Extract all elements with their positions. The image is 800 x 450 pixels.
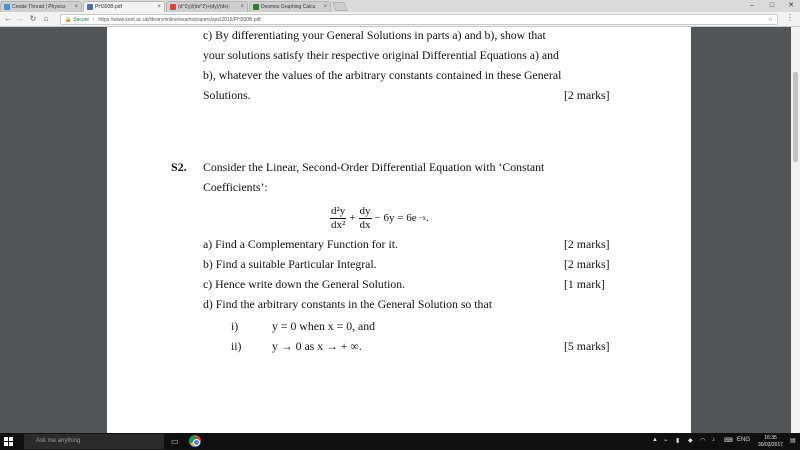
part-c-line-3: b), whatever the values of the arbitrary constants contained in these General (203, 68, 562, 82)
marks-label: [5 marks] (564, 339, 610, 353)
tab-create-thread[interactable] (0, 1, 82, 12)
dropbox-icon[interactable]: ◆ (688, 438, 693, 444)
differential-equation: $\frac{\text{d²y}}{\text{dx²}}$ + $\frac{dy}{dx}$ − 6y = 6e −x . (331, 204, 429, 231)
reload-icon[interactable]: ↻ (29, 14, 37, 23)
subpart-ii-text: y → 0 as x → + ∞. (272, 339, 362, 353)
part-c-line-1: c) By differentiating your General Solutions in parts a) and b), show that (203, 28, 546, 42)
clock[interactable] (758, 435, 783, 448)
subpart-i-text: y = 0 when x = 0, and (272, 319, 376, 333)
marks-label: [2 marks] (564, 237, 610, 251)
equation-exponent: −x (418, 214, 427, 222)
part-c-line-4: Solutions. (203, 88, 251, 102)
tab-pdf[interactable] (83, 1, 165, 12)
clock-date: 30/03/2017 (758, 441, 784, 448)
taskbar-search-placeholder: Ask me anything (36, 438, 81, 444)
taskbar-search-input[interactable] (24, 434, 164, 449)
close-window-icon[interactable]: ✕ (788, 2, 794, 9)
pdf-favicon-icon (87, 4, 93, 10)
tab-desmos[interactable] (249, 1, 331, 12)
frac2-denominator: dx (359, 218, 371, 231)
part-c-text: c) Hence write down the General Solution. (203, 277, 406, 291)
pdf-page (107, 27, 691, 433)
notifications-icon[interactable]: ▤ (790, 438, 796, 444)
address-bar[interactable]: 🔒 Secure | https://www.kent.ac.uk/library/online/exams/papers/sps/2015/PH300B.pdf ☆ (60, 14, 778, 25)
part-c-line-2: your solutions satisfy their respective original Differential Equations a) and (203, 48, 559, 62)
maximize-icon[interactable]: □ (769, 2, 775, 9)
home-icon[interactable]: ⌂ (43, 14, 49, 23)
keyboard-icon[interactable]: ⌨ (724, 438, 733, 444)
close-tab-icon[interactable]: × (323, 4, 327, 10)
scrollbar[interactable] (791, 27, 800, 433)
new-tab-button[interactable] (332, 2, 347, 11)
url-text: https://www.kent.ac.uk/library/online/exams/papers/sps/2015/PH300B.pdf (98, 17, 261, 23)
bookmark-star-icon[interactable]: ☆ (767, 17, 773, 23)
task-view-icon[interactable]: ▭ (171, 437, 179, 446)
marks-label: [2 marks] (564, 88, 610, 102)
tab-title: Create Thread | Physics (12, 4, 66, 10)
tab-search[interactable] (166, 1, 248, 12)
tab-strip (0, 0, 800, 12)
wifi-icon[interactable]: ◠ (700, 438, 706, 444)
part-a-text: a) Find a Complementary Function for it. (203, 237, 398, 251)
scrollbar-thumb[interactable] (793, 72, 798, 162)
back-arrow-icon[interactable]: ← (4, 14, 12, 23)
subpart-i-label: i) (231, 319, 239, 333)
forward-arrow-icon[interactable]: → (16, 14, 24, 23)
part-d-text: d) Find the arbitrary constants in the General Solution so that (203, 297, 492, 311)
secure-label: Secure (73, 17, 90, 23)
marks-label: [1 mark] (564, 277, 605, 291)
language-indicator[interactable]: ENG (737, 437, 751, 443)
volume-icon[interactable]: ♪ (712, 437, 715, 443)
part-b-text: b) Find a suitable Particular Integral. (203, 257, 377, 271)
windows-start-icon[interactable] (4, 437, 13, 446)
lock-icon: 🔒 (65, 17, 72, 23)
windows-taskbar (0, 433, 800, 450)
browser-toolbar (0, 12, 800, 27)
frac1-numerator: d²y (331, 204, 346, 217)
network-icon[interactable]: ⌁ (664, 438, 668, 444)
marks-label: [2 marks] (564, 257, 610, 271)
tab-title: (d^2y)/(dx^2)+(dy)/(dx)- (178, 4, 231, 10)
question-text-line-2: Coefficients’: (203, 180, 268, 194)
frac2-numerator: dy (359, 204, 371, 217)
subpart-ii-label: ii) (231, 339, 242, 353)
battery-icon[interactable]: ▮ (676, 438, 680, 444)
close-tab-icon[interactable]: × (157, 4, 161, 10)
tab-title: PH300B.pdf (95, 4, 122, 10)
close-tab-icon[interactable]: × (74, 4, 78, 10)
close-tab-icon[interactable]: × (240, 4, 244, 10)
question-text-line-1: Consider the Linear, Second-Order Differential Equation with ‘Constant (203, 160, 545, 174)
equation-rest: − 6y = 6e (374, 212, 417, 224)
minimize-icon[interactable]: – (750, 2, 754, 9)
clock-time: 16:35 (764, 435, 777, 441)
chrome-menu-icon[interactable]: ⋮ (786, 13, 794, 22)
chrome-taskbar-icon[interactable] (189, 435, 201, 447)
tab-title: Desmos Graphing Calcu (261, 4, 316, 10)
physics-forum-favicon-icon (4, 4, 10, 10)
frac1-denominator: dx² (331, 218, 346, 231)
wolfram-favicon-icon (170, 4, 176, 10)
question-number: S2. (171, 160, 187, 174)
equation-end: . (426, 212, 429, 224)
desmos-favicon-icon (253, 4, 259, 10)
pdf-viewer[interactable] (0, 27, 800, 433)
people-icon[interactable]: ▲ (652, 437, 658, 443)
